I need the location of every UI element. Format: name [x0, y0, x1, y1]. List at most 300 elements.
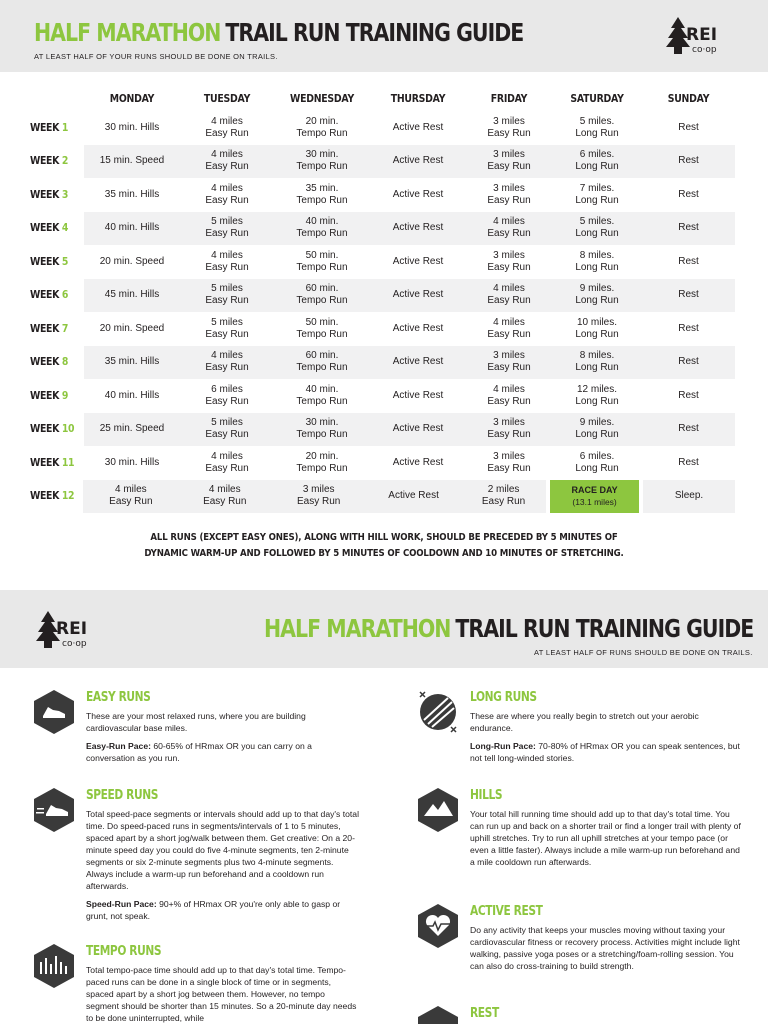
week-number: 6: [61, 288, 69, 302]
cell-line: Long Run: [575, 429, 619, 441]
week-label: [30, 312, 84, 346]
week-label-text: [30, 222, 68, 234]
table-row: [30, 212, 735, 246]
speed-runs-pace: [86, 898, 360, 922]
table-cell: [466, 379, 552, 413]
table-cell: [642, 145, 735, 179]
logo-sub: co·op: [692, 45, 717, 55]
table-cell: [642, 446, 735, 480]
week-word: WEEK: [30, 489, 62, 503]
race-day-cell: [550, 480, 639, 514]
cell-line: 25 min. Speed: [99, 423, 165, 435]
table-cell: [274, 245, 370, 279]
cell-line: 4 miles: [211, 249, 243, 261]
cell-line: 4 miles: [211, 149, 243, 161]
cell-line: Easy Run: [487, 362, 531, 374]
week-word: WEEK: [30, 288, 62, 302]
week-label: [30, 212, 84, 246]
table-cell: [274, 379, 370, 413]
cell-line: 3 miles: [493, 350, 525, 362]
cell-line: 6 miles.: [579, 450, 615, 462]
cell-line: Rest: [678, 289, 699, 301]
note-line: ALL RUNS (EXCEPT EASY ONES), ALONG WITH HILL WORK, SHOULD BE PRECEDED BY 5 MINUTES OF: [150, 532, 618, 543]
cell-line: Easy Run: [205, 462, 249, 474]
easy-runs-pace: [86, 740, 360, 764]
cell-line: Tempo Run: [296, 161, 348, 173]
table-cell: [466, 346, 552, 380]
cell-line: Active Rest: [392, 289, 444, 301]
week-word: WEEK: [30, 422, 62, 436]
cell-line: 3 miles: [302, 484, 335, 496]
table-cell: [84, 279, 180, 313]
week-label: [30, 480, 83, 514]
cell-line: Long Run: [575, 194, 619, 206]
table-cell: [180, 212, 274, 246]
table-cell: [642, 245, 735, 279]
cell-line: Easy Run: [487, 295, 531, 307]
cell-line: Active Rest: [392, 222, 444, 234]
cell-line: Easy Run: [205, 127, 249, 139]
cell-line: (13.1 miles): [572, 497, 617, 508]
active-rest-title: ACTIVE REST: [470, 904, 543, 919]
shoe-icon: [34, 690, 74, 734]
cell-line: Tempo Run: [296, 261, 348, 273]
cell-line: 8 miles.: [579, 350, 615, 362]
cell-line: Rest: [678, 188, 699, 200]
note-line: DYNAMIC WARM-UP AND FOLLOWED BY 5 MINUTES OF COOLDOWN AND 10 MINUTES OF STRETCHING.: [144, 548, 624, 559]
week-number: 5: [61, 254, 69, 268]
cell-line: 60 min.: [305, 283, 339, 295]
cell-line: 4 miles: [493, 316, 525, 328]
table-cell: [180, 111, 274, 145]
week-number: 11: [61, 455, 75, 469]
table-cell: [466, 446, 552, 480]
table-cell: [180, 145, 274, 179]
day-header: TUESDAY: [203, 92, 251, 105]
cell-line: 9 miles.: [579, 417, 615, 429]
logo-brand: REI: [686, 25, 718, 45]
table-cell: [84, 178, 180, 212]
week-label-text: [30, 390, 68, 402]
day-header: FRIDAY: [490, 92, 528, 105]
cell-line: Easy Run: [487, 161, 531, 173]
table-cell: [466, 312, 552, 346]
table-cell: [552, 312, 642, 346]
table-cell: [370, 145, 466, 179]
week-label: [30, 245, 84, 279]
active-rest-desc: Do any activity that keeps your muscles moving without taxing your cardiovascular fitness or recovery process. Activities might include light walking, passive yoga poses or a stretching/foam-rolling session. You can also do cross-training to build strength.: [470, 925, 740, 971]
week-word: WEEK: [30, 321, 62, 335]
cell-line: 12 miles.: [576, 383, 617, 395]
title-green: HALF MARATHON: [264, 614, 451, 643]
table-cell: [84, 245, 180, 279]
week-number: 9: [61, 388, 69, 402]
table-cell: [84, 346, 180, 380]
cell-line: Easy Run: [205, 429, 249, 441]
week-label: [30, 346, 84, 380]
title-green: HALF MARATHON: [34, 18, 221, 47]
table-cell: [274, 413, 370, 447]
speed-shoe-icon: [34, 788, 74, 832]
cell-line: 20 min. Speed: [99, 255, 165, 267]
cell-line: 4 miles: [211, 115, 243, 127]
week-word: WEEK: [30, 154, 62, 168]
cell-line: 20 min. Speed: [99, 322, 165, 334]
week-label: [30, 446, 84, 480]
cell-line: Tempo Run: [296, 328, 348, 340]
cell-line: 50 min.: [305, 249, 339, 261]
cell-line: Easy Run: [487, 194, 531, 206]
week-number: 10: [61, 422, 75, 436]
table-cell: [642, 379, 735, 413]
cell-line: Easy Run: [481, 496, 526, 508]
week-number: 12: [61, 489, 75, 503]
long-road-icon: [418, 690, 458, 734]
table-cell: [642, 178, 735, 212]
cell-line: Active Rest: [392, 423, 444, 435]
table-cell: [84, 111, 180, 145]
cell-line: 3 miles: [493, 249, 525, 261]
table-cell: [180, 312, 274, 346]
cell-line: Tempo Run: [296, 462, 348, 474]
tempo-icon: [34, 944, 74, 988]
table-cell: [552, 178, 642, 212]
cell-line: 40 min.: [305, 383, 339, 395]
table-cell: [466, 212, 552, 246]
table-cell: [178, 480, 271, 514]
day-header: WEDNESDAY: [290, 92, 354, 105]
table-cell: [366, 480, 461, 514]
cell-line: Long Run: [575, 362, 619, 374]
cell-line: Long Run: [575, 295, 619, 307]
cell-line: 40 min. Hills: [104, 222, 160, 234]
long-runs-pace: [470, 740, 744, 764]
week-label-text: [30, 189, 68, 201]
cell-line: Tempo Run: [296, 194, 348, 206]
cell-line: Long Run: [575, 395, 619, 407]
week-label-text: [30, 356, 68, 368]
table-row: [30, 346, 735, 380]
long-runs-title: LONG RUNS: [470, 690, 537, 705]
cell-line: 4 miles: [493, 283, 525, 295]
table-row: [30, 279, 735, 313]
cell-line: 5 miles.: [579, 216, 615, 228]
cell-line: Active Rest: [392, 456, 444, 468]
cell-line: 4 miles: [493, 216, 525, 228]
cell-line: 9 miles.: [579, 283, 615, 295]
table-row: [30, 245, 735, 279]
week-label-text: [30, 490, 74, 502]
week-word: WEEK: [30, 355, 62, 369]
cell-line: Active Rest: [392, 155, 444, 167]
table-cell: [552, 446, 642, 480]
table-cell: [370, 446, 466, 480]
cell-line: Easy Run: [487, 328, 531, 340]
cell-line: 5 miles: [211, 283, 243, 295]
table-cell: [180, 279, 274, 313]
cell-line: 4 miles: [211, 350, 243, 362]
week-label: [30, 379, 84, 413]
cell-line: Active Rest: [392, 322, 444, 334]
cell-line: Active Rest: [392, 121, 444, 133]
day-header: SUNDAY: [667, 92, 710, 105]
table-cell: [642, 312, 735, 346]
table-cell: [466, 178, 552, 212]
cell-line: Long Run: [575, 328, 619, 340]
page-subtitle: AT LEAST HALF OF YOUR RUNS SHOULD BE DONE ON TRAILS.: [34, 52, 278, 61]
long-runs-desc: These are where you really begin to stretch out your aerobic endurance.: [470, 711, 699, 733]
table-cell: [466, 413, 552, 447]
week-label-text: [30, 323, 68, 335]
cell-line: 3 miles: [493, 450, 525, 462]
table-cell: [552, 413, 642, 447]
cell-line: 4 miles: [211, 182, 243, 194]
section-title: [264, 614, 753, 643]
table-cell: [180, 446, 274, 480]
cell-line: 15 min. Speed: [99, 155, 165, 167]
logo-sub: co·op: [62, 639, 87, 649]
hills-desc: Your total hill running time should add up to that day's total time. You can run up and back on a shorter trail or find a longer trail with plenty of uphill stretches. Try to run all uphill stretches at your tempo pace (or even a little faster). Always include a mile warm-up run beforehand and a mile cooldown run afterwards.: [470, 809, 741, 867]
pace-label: Long-Run Pace:: [470, 741, 536, 751]
table-cell: [552, 145, 642, 179]
cell-line: 3 miles: [493, 115, 525, 127]
cell-line: Tempo Run: [296, 127, 348, 139]
week-word: WEEK: [30, 120, 62, 134]
cell-line: Long Run: [575, 228, 619, 240]
table-cell: [642, 111, 735, 145]
easy-runs-title: EASY RUNS: [86, 690, 151, 705]
cell-line: Easy Run: [205, 228, 249, 240]
week-number: 2: [61, 154, 69, 168]
day-header: MONDAY: [109, 92, 155, 105]
table-cell: [466, 245, 552, 279]
rei-logo: [664, 14, 734, 56]
cell-line: Tempo Run: [296, 395, 348, 407]
table-cell: [370, 212, 466, 246]
table-cell: [274, 446, 370, 480]
table-cell: [274, 346, 370, 380]
table-cell: [274, 178, 370, 212]
week-word: WEEK: [30, 388, 62, 402]
table-cell: [552, 212, 642, 246]
table-cell: [461, 480, 546, 514]
cell-line: 3 miles: [493, 149, 525, 161]
table-cell: [552, 379, 642, 413]
table-cell: [552, 279, 642, 313]
cell-line: Easy Run: [487, 395, 531, 407]
cell-line: 20 min.: [305, 115, 339, 127]
table-cell: [180, 413, 274, 447]
cell-line: Easy Run: [487, 462, 531, 474]
schedule-header: [30, 87, 735, 111]
week-label: [30, 111, 84, 145]
table-cell: [274, 111, 370, 145]
cell-line: Active Rest: [392, 389, 444, 401]
week-label-text: [30, 423, 74, 435]
table-cell: [84, 212, 180, 246]
table-row: [30, 446, 735, 480]
cell-line: Easy Run: [205, 194, 249, 206]
cell-line: 35 min.: [305, 182, 339, 194]
pace-text: 70-80% of HRmax OR you can speak sentences, but not tell long-winded stories.: [470, 741, 740, 763]
cell-line: 8 miles.: [579, 249, 615, 261]
week-number: 8: [61, 355, 69, 369]
cell-line: Easy Run: [487, 261, 531, 273]
title-dark: TRAIL RUN TRAINING GUIDE: [455, 614, 754, 643]
cell-line: Active Rest: [388, 490, 439, 502]
schedule-table: [30, 87, 735, 513]
table-cell: [274, 312, 370, 346]
week-word: WEEK: [30, 254, 62, 268]
table-cell: [642, 346, 735, 380]
week-label: [30, 145, 84, 179]
table-cell: [643, 480, 735, 514]
table-cell: [84, 446, 180, 480]
cell-line: Rest: [678, 255, 699, 267]
cell-line: 35 min. Hills: [104, 356, 160, 368]
table-cell: [84, 379, 180, 413]
cell-line: 6 miles.: [579, 149, 615, 161]
table-row: [30, 111, 735, 145]
hills-title: HILLS: [470, 788, 503, 803]
cell-line: Active Rest: [392, 356, 444, 368]
cell-line: Long Run: [575, 127, 619, 139]
cell-line: Tempo Run: [296, 228, 348, 240]
day-header: THURSDAY: [390, 92, 446, 105]
cell-line: Easy Run: [109, 496, 153, 508]
cell-line: 30 min.: [305, 417, 339, 429]
cell-line: RACE DAY: [571, 485, 618, 496]
cell-line: Easy Run: [205, 261, 249, 273]
table-cell: [466, 279, 552, 313]
cell-line: Long Run: [575, 261, 619, 273]
cell-line: 30 min. Hills: [104, 456, 160, 468]
week-word: WEEK: [30, 221, 62, 235]
table-cell: [180, 379, 274, 413]
table-cell: [370, 379, 466, 413]
cell-line: 10 miles.: [576, 316, 617, 328]
cell-line: Easy Run: [487, 228, 531, 240]
cell-line: Tempo Run: [296, 362, 348, 374]
cell-line: Easy Run: [205, 395, 249, 407]
cell-line: 3 miles: [493, 417, 525, 429]
page-title: [34, 18, 523, 47]
table-cell: [552, 111, 642, 145]
table-row: [30, 145, 735, 179]
warmup-note: [54, 530, 714, 562]
week-word: WEEK: [30, 187, 62, 201]
cell-line: Rest: [678, 389, 699, 401]
cell-line: Easy Run: [205, 328, 249, 340]
rest-title: REST: [470, 1006, 499, 1021]
cell-line: Rest: [678, 155, 699, 167]
heart-icon: [418, 904, 458, 948]
week-label-text: [30, 457, 74, 469]
cell-line: 40 min.: [305, 216, 339, 228]
cell-line: Easy Run: [205, 161, 249, 173]
easy-runs-desc: These are your most relaxed runs, where you are building cardiovascular base miles.: [86, 711, 306, 733]
cell-line: 50 min.: [305, 316, 339, 328]
table-row: [30, 379, 735, 413]
table-row: [30, 312, 735, 346]
cell-line: 5 miles: [211, 417, 243, 429]
table-cell: [370, 413, 466, 447]
week-label-text: [30, 289, 68, 301]
table-cell: [642, 413, 735, 447]
day-header: SATURDAY: [570, 92, 624, 105]
cell-line: Rest: [678, 456, 699, 468]
rei-logo-2: [34, 608, 104, 650]
title-dark: TRAIL RUN TRAINING GUIDE: [225, 18, 524, 47]
cell-line: Sleep.: [674, 490, 704, 502]
cell-line: Long Run: [575, 161, 619, 173]
week-word: WEEK: [30, 455, 62, 469]
week-label: [30, 413, 84, 447]
week-label-text: [30, 256, 68, 268]
cell-line: Easy Run: [205, 362, 249, 374]
cell-line: 6 miles: [211, 383, 243, 395]
cell-line: Rest: [678, 423, 699, 435]
table-row: [30, 178, 735, 212]
table-row: [30, 413, 735, 447]
cell-line: Long Run: [575, 462, 619, 474]
table-cell: [271, 480, 366, 514]
cell-line: Easy Run: [487, 127, 531, 139]
table-cell: [274, 279, 370, 313]
cell-line: 30 min.: [305, 149, 339, 161]
cell-line: Rest: [678, 222, 699, 234]
speed-runs-desc: Total speed-pace segments or intervals should add up to that day's total time. Do speed-paced runs in segments/intervals of 1 to 5 minutes, spaced apart by a short jog/walk between them. Get creative: On a 20-minute speed day you could do five 4-minute segments, ten 2-minute segments or six 2-minute segments plus two 4-minute segments. Always include a warm-up run beforehand and a cooldown run afterwards.: [86, 809, 359, 891]
cell-line: 4 miles: [211, 450, 243, 462]
cell-line: Active Rest: [392, 188, 444, 200]
table-cell: [84, 312, 180, 346]
cell-line: 4 miles: [493, 383, 525, 395]
table-cell: [370, 111, 466, 145]
mountain-icon: [418, 788, 458, 832]
week-label: [30, 279, 84, 313]
table-cell: [83, 480, 178, 514]
section-subtitle: AT LEAST HALF OF RUNS SHOULD BE DONE ON TRAILS.: [534, 648, 753, 657]
tempo-runs-title: TEMPO RUNS: [86, 944, 162, 959]
cell-line: 60 min.: [305, 350, 339, 362]
table-cell: [180, 346, 274, 380]
cell-line: 4 miles: [115, 484, 147, 496]
cell-line: 2 miles: [487, 484, 520, 496]
cell-line: Tempo Run: [296, 429, 348, 441]
week-label-text: [30, 122, 68, 134]
cell-line: 5 miles: [211, 216, 243, 228]
table-row: [30, 480, 735, 514]
cell-line: 20 min.: [305, 450, 339, 462]
cell-line: 4 miles: [208, 484, 241, 496]
cell-line: 35 min. Hills: [104, 188, 160, 200]
cell-line: 5 miles: [211, 316, 243, 328]
tempo-runs-desc: Total tempo-pace time should add up to that day's total time. Tempo-paced runs can be done in a single block of time or in segments, spaced apart by a short jog between them. However, no tempo segment should be shorter than 15 minutes. So a 20-minute day needs to be done uninterrupted, while: [86, 965, 357, 1023]
week-number: 7: [61, 321, 69, 335]
week-label-text: [30, 155, 68, 167]
logo-brand: REI: [56, 619, 88, 639]
week-number: 3: [61, 187, 69, 201]
table-cell: [84, 413, 180, 447]
table-cell: [180, 178, 274, 212]
cell-line: Active Rest: [392, 255, 444, 267]
table-cell: [370, 245, 466, 279]
cell-line: 3 miles: [493, 182, 525, 194]
table-cell: [642, 212, 735, 246]
cell-line: Tempo Run: [296, 295, 348, 307]
cell-line: Rest: [678, 121, 699, 133]
rest-icon: [418, 1006, 458, 1024]
